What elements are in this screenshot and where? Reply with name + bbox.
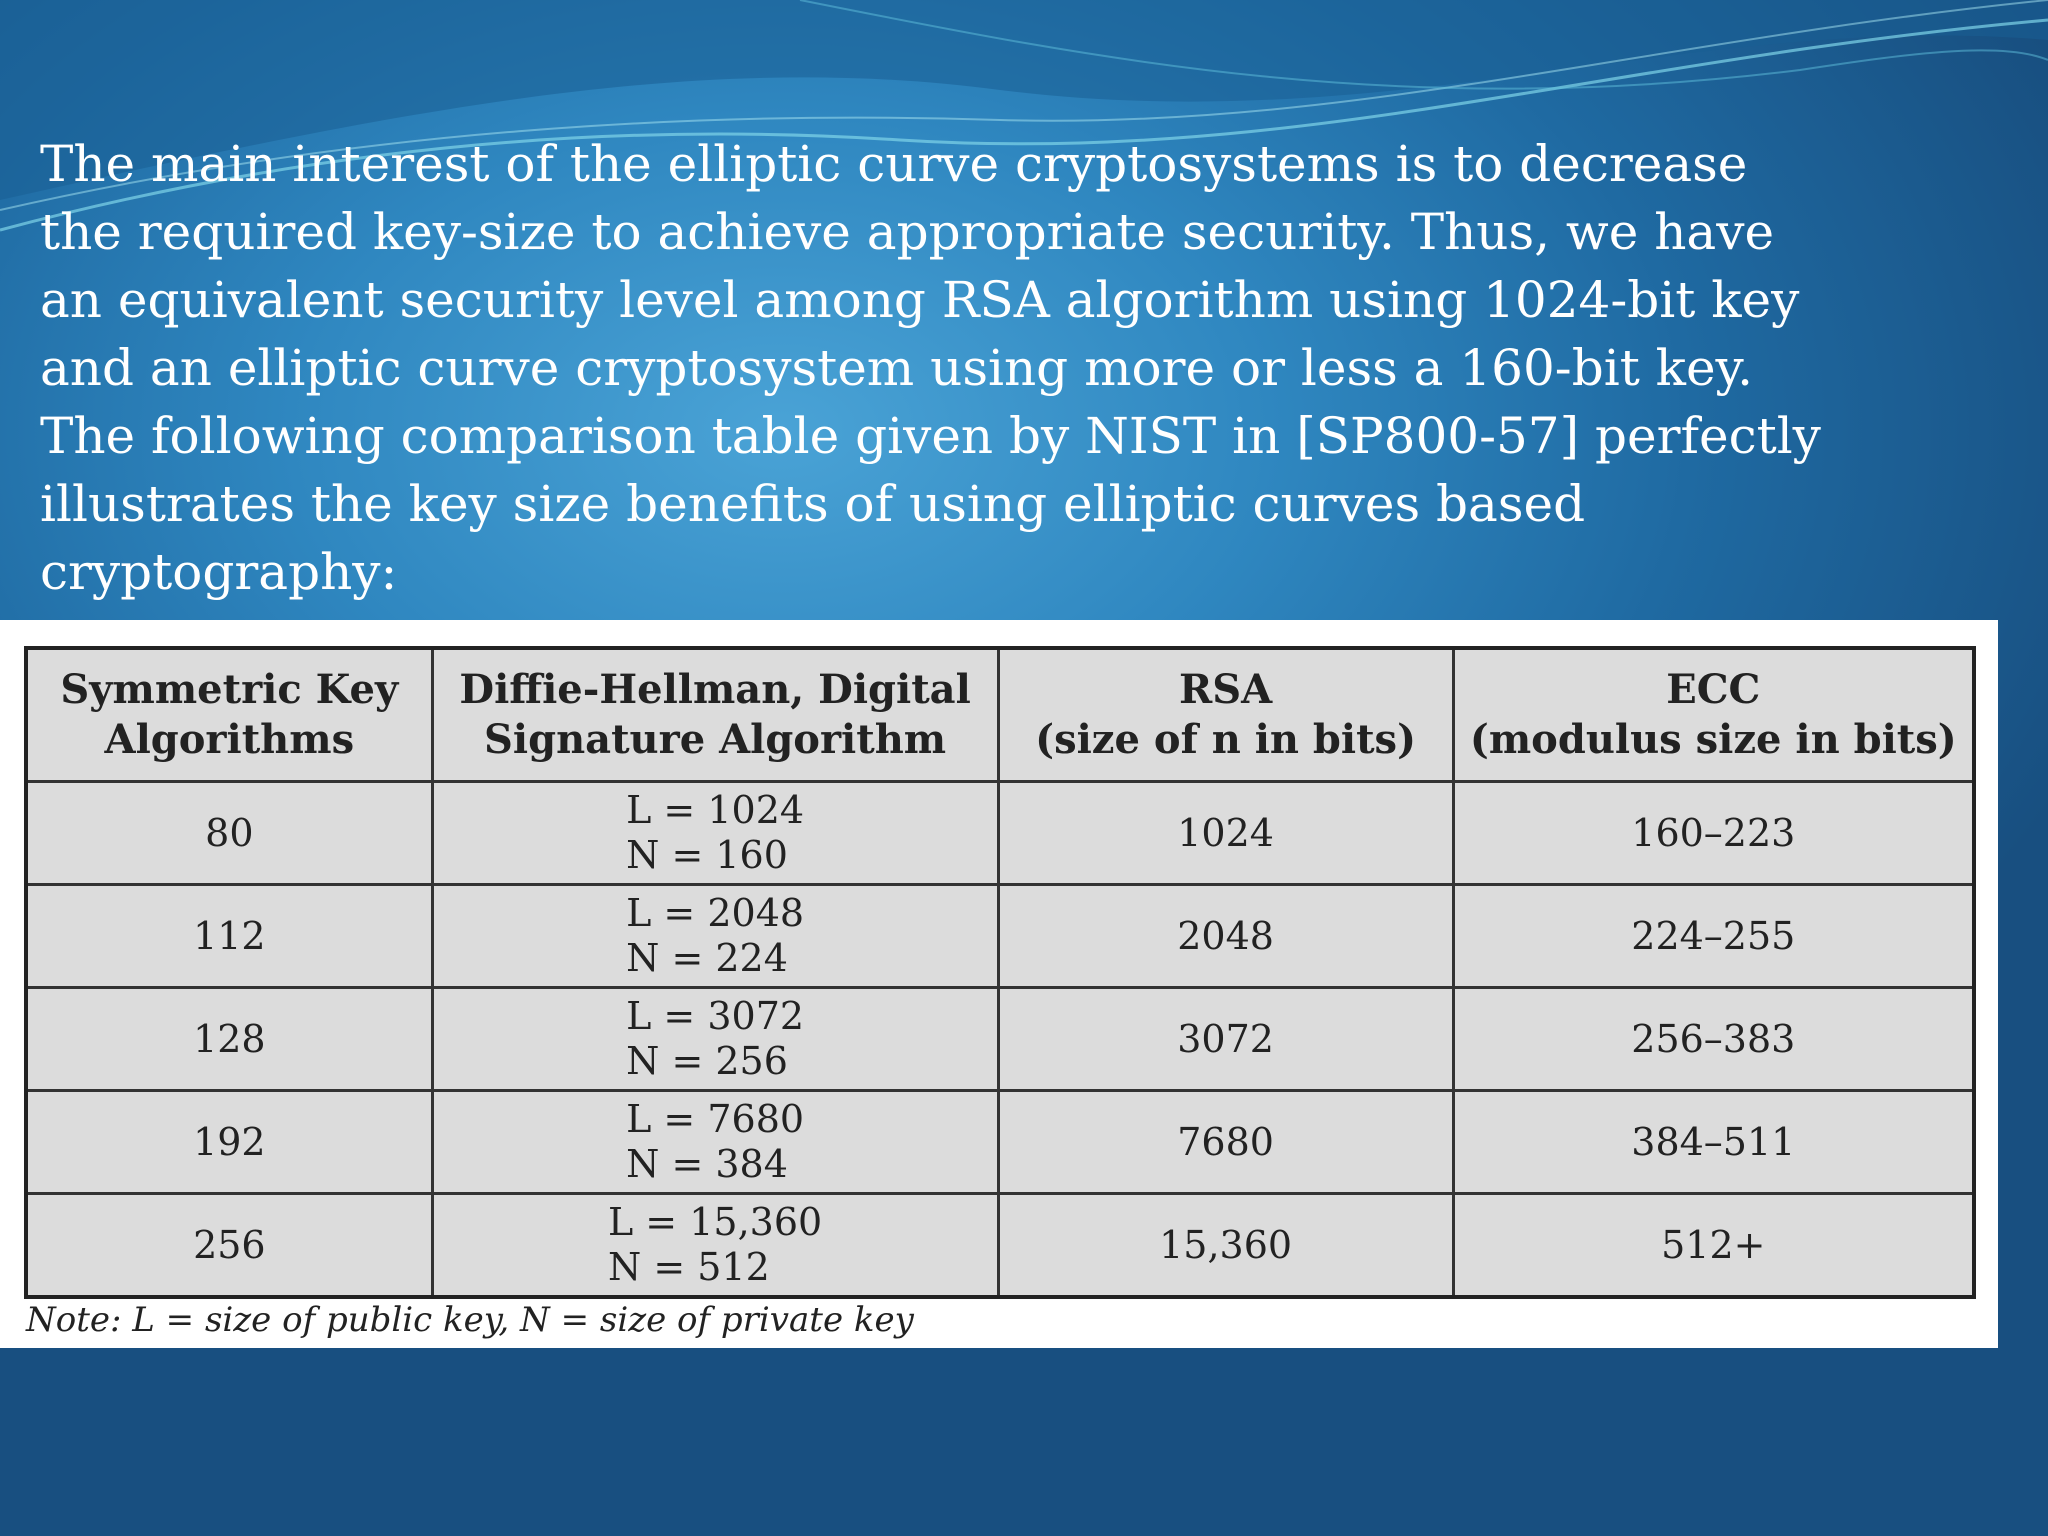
cell-rsa: 2048: [998, 885, 1453, 988]
cell-symmetric: 192: [26, 1091, 432, 1194]
key-size-comparison-table: [24, 646, 1976, 1299]
cell-rsa: 1024: [998, 782, 1453, 885]
table-row: [26, 1194, 1974, 1298]
table-row: [26, 988, 1974, 1091]
cell-symmetric: 256: [26, 1194, 432, 1298]
table-row: [26, 1091, 1974, 1194]
cell-rsa: 7680: [998, 1091, 1453, 1194]
header-symmetric: Symmetric Key Algorithms: [26, 648, 432, 782]
cell-symmetric: 128: [26, 988, 432, 1091]
cell-dh: L = 3072 N = 256: [432, 988, 998, 1091]
table-panel: [0, 620, 1998, 1348]
cell-dh: L = 1024 N = 160: [432, 782, 998, 885]
cell-rsa: 3072: [998, 988, 1453, 1091]
header-ecc: ECC (modulus size in bits): [1453, 648, 1974, 782]
table-row: [26, 885, 1974, 988]
header-rsa: RSA (size of n in bits): [998, 648, 1453, 782]
header-diffie-hellman: Diffie-Hellman, Digital Signature Algorithm: [432, 648, 998, 782]
cell-ecc: 224–255: [1453, 885, 1974, 988]
cell-ecc: 256–383: [1453, 988, 1974, 1091]
cell-symmetric: 80: [26, 782, 432, 885]
cell-rsa: 15,360: [998, 1194, 1453, 1298]
table-row: [26, 782, 1974, 885]
cell-dh: L = 15,360 N = 512: [432, 1194, 998, 1298]
cell-dh: L = 7680 N = 384: [432, 1091, 998, 1194]
intro-paragraph: The main interest of the elliptic curve cryptosystems is to decrease the required key-size to achieve appropriate security. Thus, we have an equivalent security level among RSA algorithm using 1024-bit key and an elliptic curve cryptosystem using more or less a 160-bit key. The following comparison table given by NIST in [SP800-57] perfectly illustrates the key size benefits of using elliptic curves based cryptography:: [40, 135, 1821, 601]
cell-ecc: 160–223: [1453, 782, 1974, 885]
table-header-row: [26, 648, 1974, 782]
cell-ecc: 384–511: [1453, 1091, 1974, 1194]
cell-symmetric: 112: [26, 885, 432, 988]
cell-dh: L = 2048 N = 224: [432, 885, 998, 988]
cell-ecc: 512+: [1453, 1194, 1974, 1298]
table-note: Note: L = size of public key, N = size of private key: [26, 1300, 914, 1340]
